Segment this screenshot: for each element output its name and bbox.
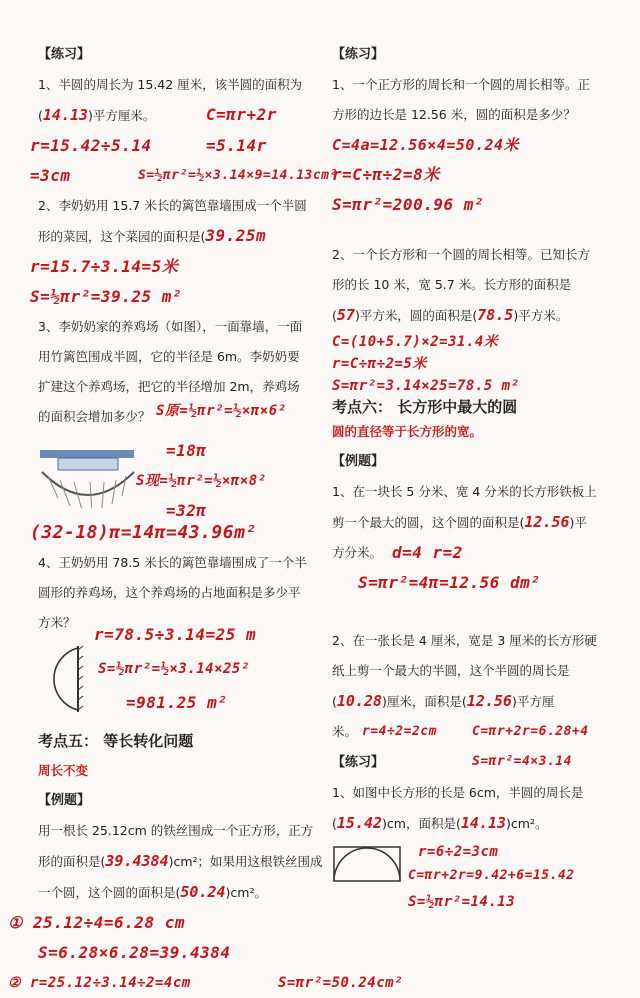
q3-work-4: =32π	[166, 501, 207, 520]
p2-line-b: 形的长 10 米，宽 5.7 米。长方形的面积是	[332, 277, 572, 292]
e1-work-1: d=4 r=2	[392, 543, 463, 562]
ex-line-c: 一个圆，这个圆的面积是(50.24)cm²。	[38, 883, 267, 901]
p1-work-2: r=C÷π÷2=8米	[332, 165, 440, 184]
e2-line-c: (10.28)厘米，面积是(12.56)平方厘	[332, 692, 555, 710]
ex-work-1: ① 25.12÷4=6.28 cm	[8, 913, 185, 932]
e2-work-1: r=4÷2=2cm	[362, 724, 437, 739]
p2-answer-2: 78.5	[477, 306, 514, 324]
e1-line-a: 1、在一块长 5 分米、宽 4 分米的长方形铁板上	[332, 484, 597, 499]
q1-work-5: S=½πr²=½×3.14×9=14.13cm²	[138, 168, 338, 183]
pr-figure-row	[332, 839, 622, 919]
e1-line-b: 剪一个最大的圆，这个圆的面积是(12.56)平	[332, 513, 587, 531]
ex-line-a: 用一根长 25.12cm 的铁丝围成一个正方形，正方	[38, 823, 314, 838]
ex-work-row	[8, 968, 404, 998]
q1-work-line2	[30, 161, 338, 191]
topic5-subtitle: 周长不变	[38, 763, 89, 778]
q3-line-d: 的面积会增加多少？ S原=½πr²=½×π×6²	[38, 402, 328, 432]
example-title-right: 【例题】	[332, 454, 385, 469]
q3-work-1: S原=½πr²=½×π×6²	[156, 403, 287, 419]
q4-line-b: 圆形的养鸡场，这个养鸡场的占地面积是多少平	[38, 585, 301, 600]
q3-work-3: S现=½πr²=½×π×8²	[136, 473, 267, 489]
q4-work-1: r=78.5÷3.14=25 m	[94, 625, 257, 644]
e2-answer-1: 10.28	[336, 692, 383, 710]
p2-answer-1: 57	[336, 306, 355, 324]
q4-line-c: 方米？ r=78.5÷3.14=25 m	[38, 608, 328, 638]
q1-line-b: (14.13)平方厘米。 C=πr+2r	[38, 100, 328, 131]
q2-answer: 39.25m	[205, 226, 267, 245]
e2-line-b: 纸上剪一个最大的半圆，这个半圆的周长是	[332, 663, 570, 678]
p1-line-a: 1、一个正方形的周长和一个圆的周长相等。正	[332, 77, 590, 92]
e1-work-2: S=πr²=4π=12.56 dm²	[358, 573, 541, 592]
practice2-row	[332, 747, 622, 778]
q2-line-b: 形的菜园，这个菜园的面积是(39.25m	[38, 226, 267, 245]
q4-line-a: 4、王奶奶用 78.5 米长的篱笆靠墙围成了一个半	[38, 555, 307, 570]
q1-work-2: r=15.42÷5.14	[30, 136, 152, 155]
topic6-subtitle: 圆的直径等于长方形的宽。	[332, 424, 483, 439]
ex-line-b: 形的面积是(39.4384)cm²；如果用这根铁丝围成	[38, 852, 323, 870]
q3-line-c: 扩建这个养鸡场，把它的半径增加 2m，养鸡场	[38, 379, 300, 394]
pr-answer-1: 15.42	[336, 814, 383, 832]
q3-line-b: 用竹篱笆围成半圆，它的半径是 6m。李奶奶要	[38, 349, 300, 364]
q1-work-3: =5.14r	[206, 136, 267, 155]
pr-work-3: S=½πr²=14.13	[408, 894, 516, 910]
q1-work-line	[30, 131, 328, 161]
q4-figure-row	[38, 638, 328, 720]
semicircle-rectangle-figure	[332, 845, 404, 885]
pr-line-a: 1、如图中长方形的长是 6cm，半圆的周长是	[332, 785, 584, 800]
q1-work-1: C=πr+2r	[206, 105, 277, 124]
e2-line-a: 2、在一张长是 4 厘米，宽是 3 厘米的长方形硬	[332, 633, 597, 648]
example-title: 【例题】	[38, 793, 91, 808]
practice-title-right: 【练习】	[332, 47, 385, 62]
ex-work-4: S=πr²=50.24cm²	[278, 975, 404, 991]
pr-answer-2: 14.13	[460, 814, 507, 832]
q3-work-5: (32-18)π=14π=43.96m²	[30, 522, 257, 543]
q3-figure-row	[38, 432, 328, 518]
e1-line-c: 方分米。 d=4 r=2	[332, 538, 622, 568]
q4-work-2: S=½πr²=½×3.14×25²	[98, 661, 250, 677]
p2-work-3: S=πr²=3.14×25=78.5 m²	[332, 378, 520, 394]
q2-work-2: S=½πr²=39.25 m²	[30, 287, 182, 306]
spacer	[332, 220, 622, 240]
q4-work-3: =981.25 m²	[126, 693, 228, 712]
right-column	[332, 40, 622, 919]
pr-line-b: (15.42)cm，面积是(14.13)cm²。	[332, 814, 548, 832]
ex-work-3: ② r=25.12÷3.14÷2=4cm	[8, 975, 191, 991]
q3-work-2: =18π	[166, 441, 207, 460]
topic6-heading: 考点六： 长方形中最大的圆	[332, 398, 518, 416]
p2-work-2: r=C÷π÷2=5米	[332, 356, 427, 372]
p2-line-a: 2、一个长方形和一个圆的周长相等。已知长方	[332, 247, 590, 262]
q1-work-4: =3cm	[30, 166, 71, 185]
chicken-farm-figure	[38, 446, 138, 508]
p1-work-3: S=πr²=200.96 m²	[332, 195, 484, 214]
p1-work-1: C=4a=12.56×4=50.24米	[332, 136, 520, 154]
q1-answer: 14.13	[42, 106, 89, 124]
e2-work-2: C=πr+2r=6.28+4	[472, 724, 589, 739]
ex-answer-2: 50.24	[180, 883, 226, 901]
p2-line-c: (57)平方米，圆的面积是(78.5)平方米。	[332, 306, 569, 324]
semicircle-wall-figure	[38, 644, 88, 714]
e2-answer-2: 12.56	[466, 692, 512, 710]
pr-work-1: r=6÷2=3cm	[418, 844, 499, 860]
q2-work-1: r=15.7÷3.14=5米	[30, 257, 179, 276]
e2-line-d: 米。 r=4÷2=2cm C=πr+2r=6.28+4	[332, 717, 622, 747]
topic5-heading: 考点五： 等长转化问题	[38, 732, 194, 750]
q2-line-a: 2、李奶奶用 15.7 米长的篱笆靠墙围成一个半圆	[38, 198, 307, 213]
p2-work-1: C=(10+5.7)×2=31.4米	[332, 334, 499, 350]
spacer2	[332, 598, 622, 626]
pr-work-2: C=πr+2r=9.42+6=15.42	[408, 868, 575, 883]
practice-title: 【练习】	[38, 47, 91, 62]
q3-line-a: 3、李奶奶家的养鸡场（如图），一面靠墙，一面	[38, 319, 303, 334]
ex-answer-1: 39.4384	[105, 852, 169, 870]
ex-work-2: S=6.28×6.28=39.4384	[38, 943, 231, 962]
p1-line-b: 方形的边长是 12.56 米，圆的面积是多少？	[332, 107, 576, 122]
practice2-title: 【练习】	[332, 755, 385, 770]
q1-line-a: 1、半圆的周长为 15.42 厘米，该半圆的面积为	[38, 77, 303, 92]
e2-work-3: S=πr²=4×3.14	[472, 754, 572, 769]
e1-answer: 12.56	[524, 513, 570, 531]
